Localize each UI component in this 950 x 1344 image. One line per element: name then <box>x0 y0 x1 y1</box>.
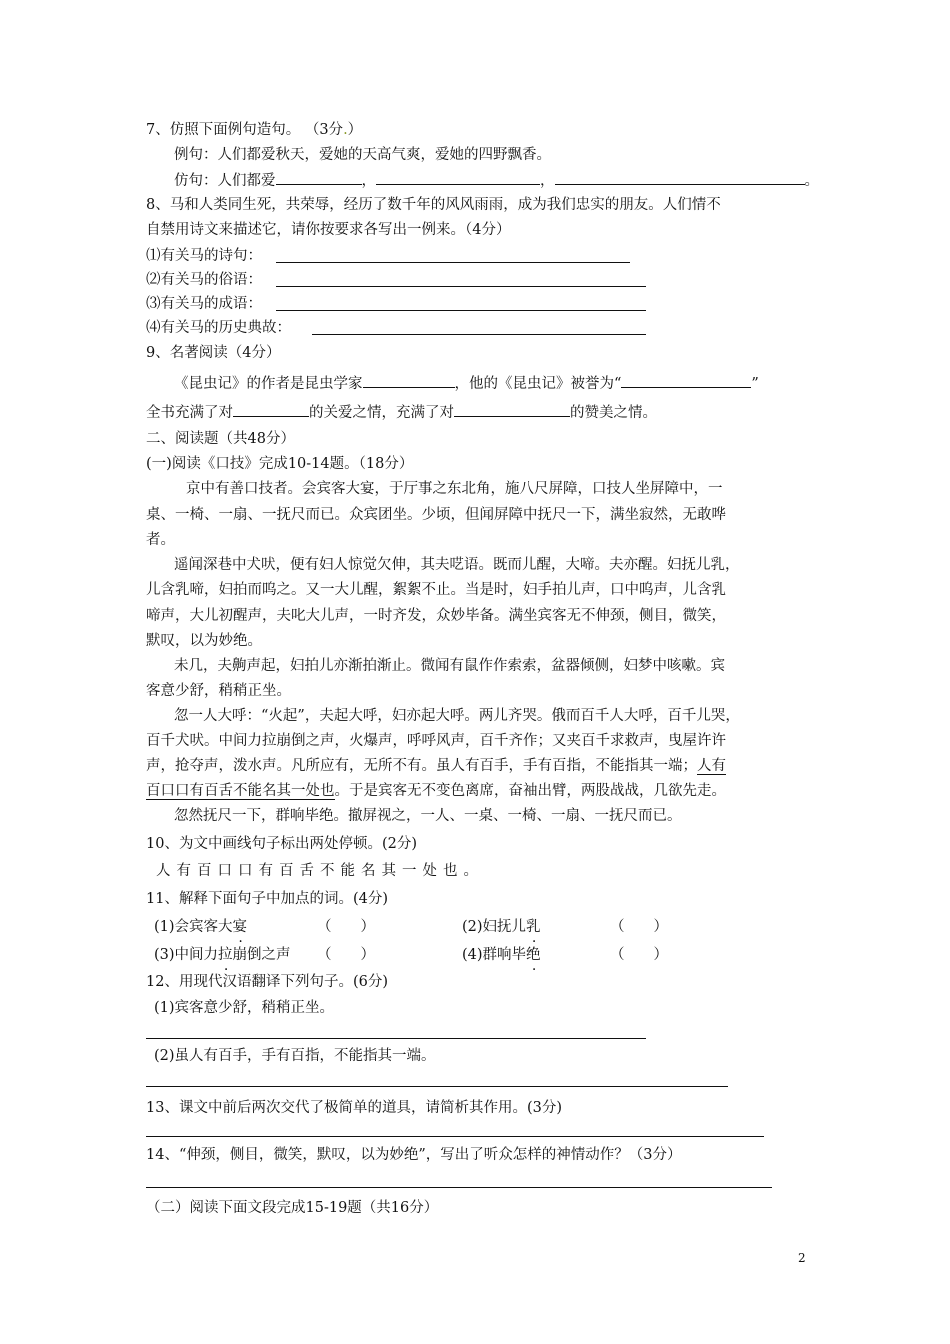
q8-item-poem: ⑴有关马的诗句： <box>146 248 262 264</box>
q7-blank-3[interactable] <box>555 170 805 185</box>
q11-item-4: (4)群响毕绝 <box>462 947 541 963</box>
q9-blank-reputation[interactable] <box>621 373 751 388</box>
q7-example: 例句：人们都爱秋天，爱她的天高气爽，爱她的四野飘香。 <box>174 147 551 163</box>
q10-sentence: 人有百口口有百舌不能名其一处也。 <box>156 863 484 879</box>
q8-item-idiom: ⑶有关马的成语： <box>146 296 262 312</box>
q8-line1: 8、马和人类同生死，共荣辱，经历了数千年的风风雨雨，成为我们忠实的朋友。人们情不 <box>146 197 721 213</box>
passage-p2-l4: 默叹，以为妙绝。 <box>146 633 262 649</box>
q12-sentence-1: (1)宾客意少舒，稍稍正坐。 <box>154 1000 335 1016</box>
q11-item-2: (2)妇抚儿乳 <box>462 919 541 935</box>
q11-paren-2[interactable]: （ ） <box>610 919 668 935</box>
q7-blank-2[interactable] <box>376 170 540 185</box>
q7-imitate: 仿句：人们都爱 ， ， 。 <box>174 170 819 191</box>
passage-p2-l3: 啼声，大儿初醒声，夫叱大儿声，一时齐发，众妙毕备。满坐宾客无不伸颈，侧目，微笑， <box>146 608 726 624</box>
q11-title: 11、解释下面句子中加点的词。(4分) <box>146 891 388 907</box>
passage-p4-l1: 忽一人大呼：“火起”，夫起大呼，妇亦起大呼。两儿齐哭。俄而百千人大呼，百千儿哭， <box>174 708 740 724</box>
q9-blank-care[interactable] <box>233 402 309 417</box>
section2-part1: (一)阅读《口技》完成10-14题。（18分） <box>146 456 414 472</box>
q9-title: 9、名著阅读（4分） <box>146 345 281 361</box>
section2-title: 二、阅读题（共48分） <box>146 431 295 447</box>
passage-p4-l4: 百口口有百舌不能名其一处也。于是宾客无不变色离席，奋袖出臂，两股战战，几欲先走。 <box>146 783 726 799</box>
passage-p3-l1: 未几，夫齁声起，妇拍儿亦渐拍渐止。微闻有鼠作作索索，盆器倾侧，妇梦中咳嗽。宾 <box>174 658 725 674</box>
q12-sentence-2: (2)虽人有百手，手有百指，不能指其一端。 <box>154 1048 436 1064</box>
q11-paren-3[interactable]: （ ） <box>317 947 375 963</box>
q13-title: 13、课文中前后两次交代了极简单的道具，请简析其作用。(3分) <box>146 1100 562 1116</box>
q10-title: 10、为文中画线句子标出两处停顿。(2分) <box>146 836 417 852</box>
q8-blank-poem[interactable] <box>276 262 630 263</box>
passage-p3-l2: 客意少舒，稍稍正坐。 <box>146 683 291 699</box>
underlined-sentence-part2: 百口口有百舌不能名其一处也 <box>146 783 335 799</box>
underlined-sentence-part1: 人有 <box>697 758 726 774</box>
q11-paren-4[interactable]: （ ） <box>610 947 668 963</box>
q7-blank-1[interactable] <box>276 170 362 185</box>
q12-answer-line-1[interactable] <box>146 1038 646 1039</box>
passage-p5: 忽然抚尺一下，群响毕绝。撤屏视之，一人、一桌、一椅、一扇、一抚尺而已。 <box>174 808 682 824</box>
passage-p4-l3: 声，抢夺声，泼水声。凡所应有，无所不有。虽人有百手，手有百指，不能指其一端；人有 <box>146 758 726 774</box>
q11-paren-1[interactable]: （ ） <box>317 919 375 935</box>
q14-answer-line[interactable] <box>146 1187 772 1188</box>
q13-answer-line[interactable] <box>146 1136 764 1137</box>
q9-line2: 全书充满了对 的关爱之情，充满了对 的赞美之情。 <box>146 402 657 423</box>
q8-blank-idiom[interactable] <box>276 310 646 311</box>
passage-p4-l2: 百千犬吠。中间力拉崩倒之声，火爆声，呼呼风声，百千齐作；又夹百千求救声，曳屋许许 <box>146 733 726 749</box>
q14-title: 14、“伸颈，侧目，微笑，默叹，以为妙绝”，写出了听众怎样的神情动作？（3分） <box>146 1147 682 1163</box>
passage-p1-l3: 者。 <box>146 532 175 548</box>
passage-p2-l2: 儿含乳啼，妇拍而呜之。又一大儿醒，絮絮不止。当是时，妇手拍儿声，口中呜声，儿含乳 <box>146 582 726 598</box>
q11-item-3: (3)中间力拉崩倒之声 <box>154 947 291 963</box>
passage-p1-l1: 京中有善口技者。会宾客大宴，于厅事之东北角，施八尺屏障，口技人坐屏障中，一 <box>186 481 723 497</box>
q8-item-proverb: ⑵有关马的俗语： <box>146 272 262 288</box>
q12-title: 12、用现代汉语翻译下列句子。(6分) <box>146 974 388 990</box>
q7-title: 7、仿照下面例句造句。 （3分.） <box>146 122 363 138</box>
q8-blank-proverb[interactable] <box>276 286 646 287</box>
passage-p1-l2: 桌、一椅、一扇、一抚尺而已。众宾团坐。少顷，但闻屏障中抚尺一下，满坐寂然，无敢哗 <box>146 507 726 523</box>
q9-line1: 《昆虫记》的作者是昆虫学家 ，他的《昆虫记》被誉为“ ” <box>174 373 759 394</box>
page-number: 2 <box>798 1251 806 1265</box>
part2-title: （二）阅读下面文段完成15-19题（共16分） <box>146 1200 439 1216</box>
passage-p2-l1: 遥闻深巷中犬吠，便有妇人惊觉欠伸，其夫呓语。既而儿醒，大啼。夫亦醒。妇抚儿乳， <box>174 557 740 573</box>
q9-blank-author[interactable] <box>363 373 455 388</box>
q8-item-allusion: ⑷有关马的历史典故： <box>146 320 291 336</box>
q8-line2: 自禁用诗文来描述它，请你按要求各写出一例来。（4分） <box>146 222 511 238</box>
q11-item-1: (1)会宾客大宴 <box>154 919 248 935</box>
q12-answer-line-2[interactable] <box>146 1086 728 1087</box>
q9-blank-praise[interactable] <box>454 402 570 417</box>
q8-blank-allusion[interactable] <box>312 334 646 335</box>
